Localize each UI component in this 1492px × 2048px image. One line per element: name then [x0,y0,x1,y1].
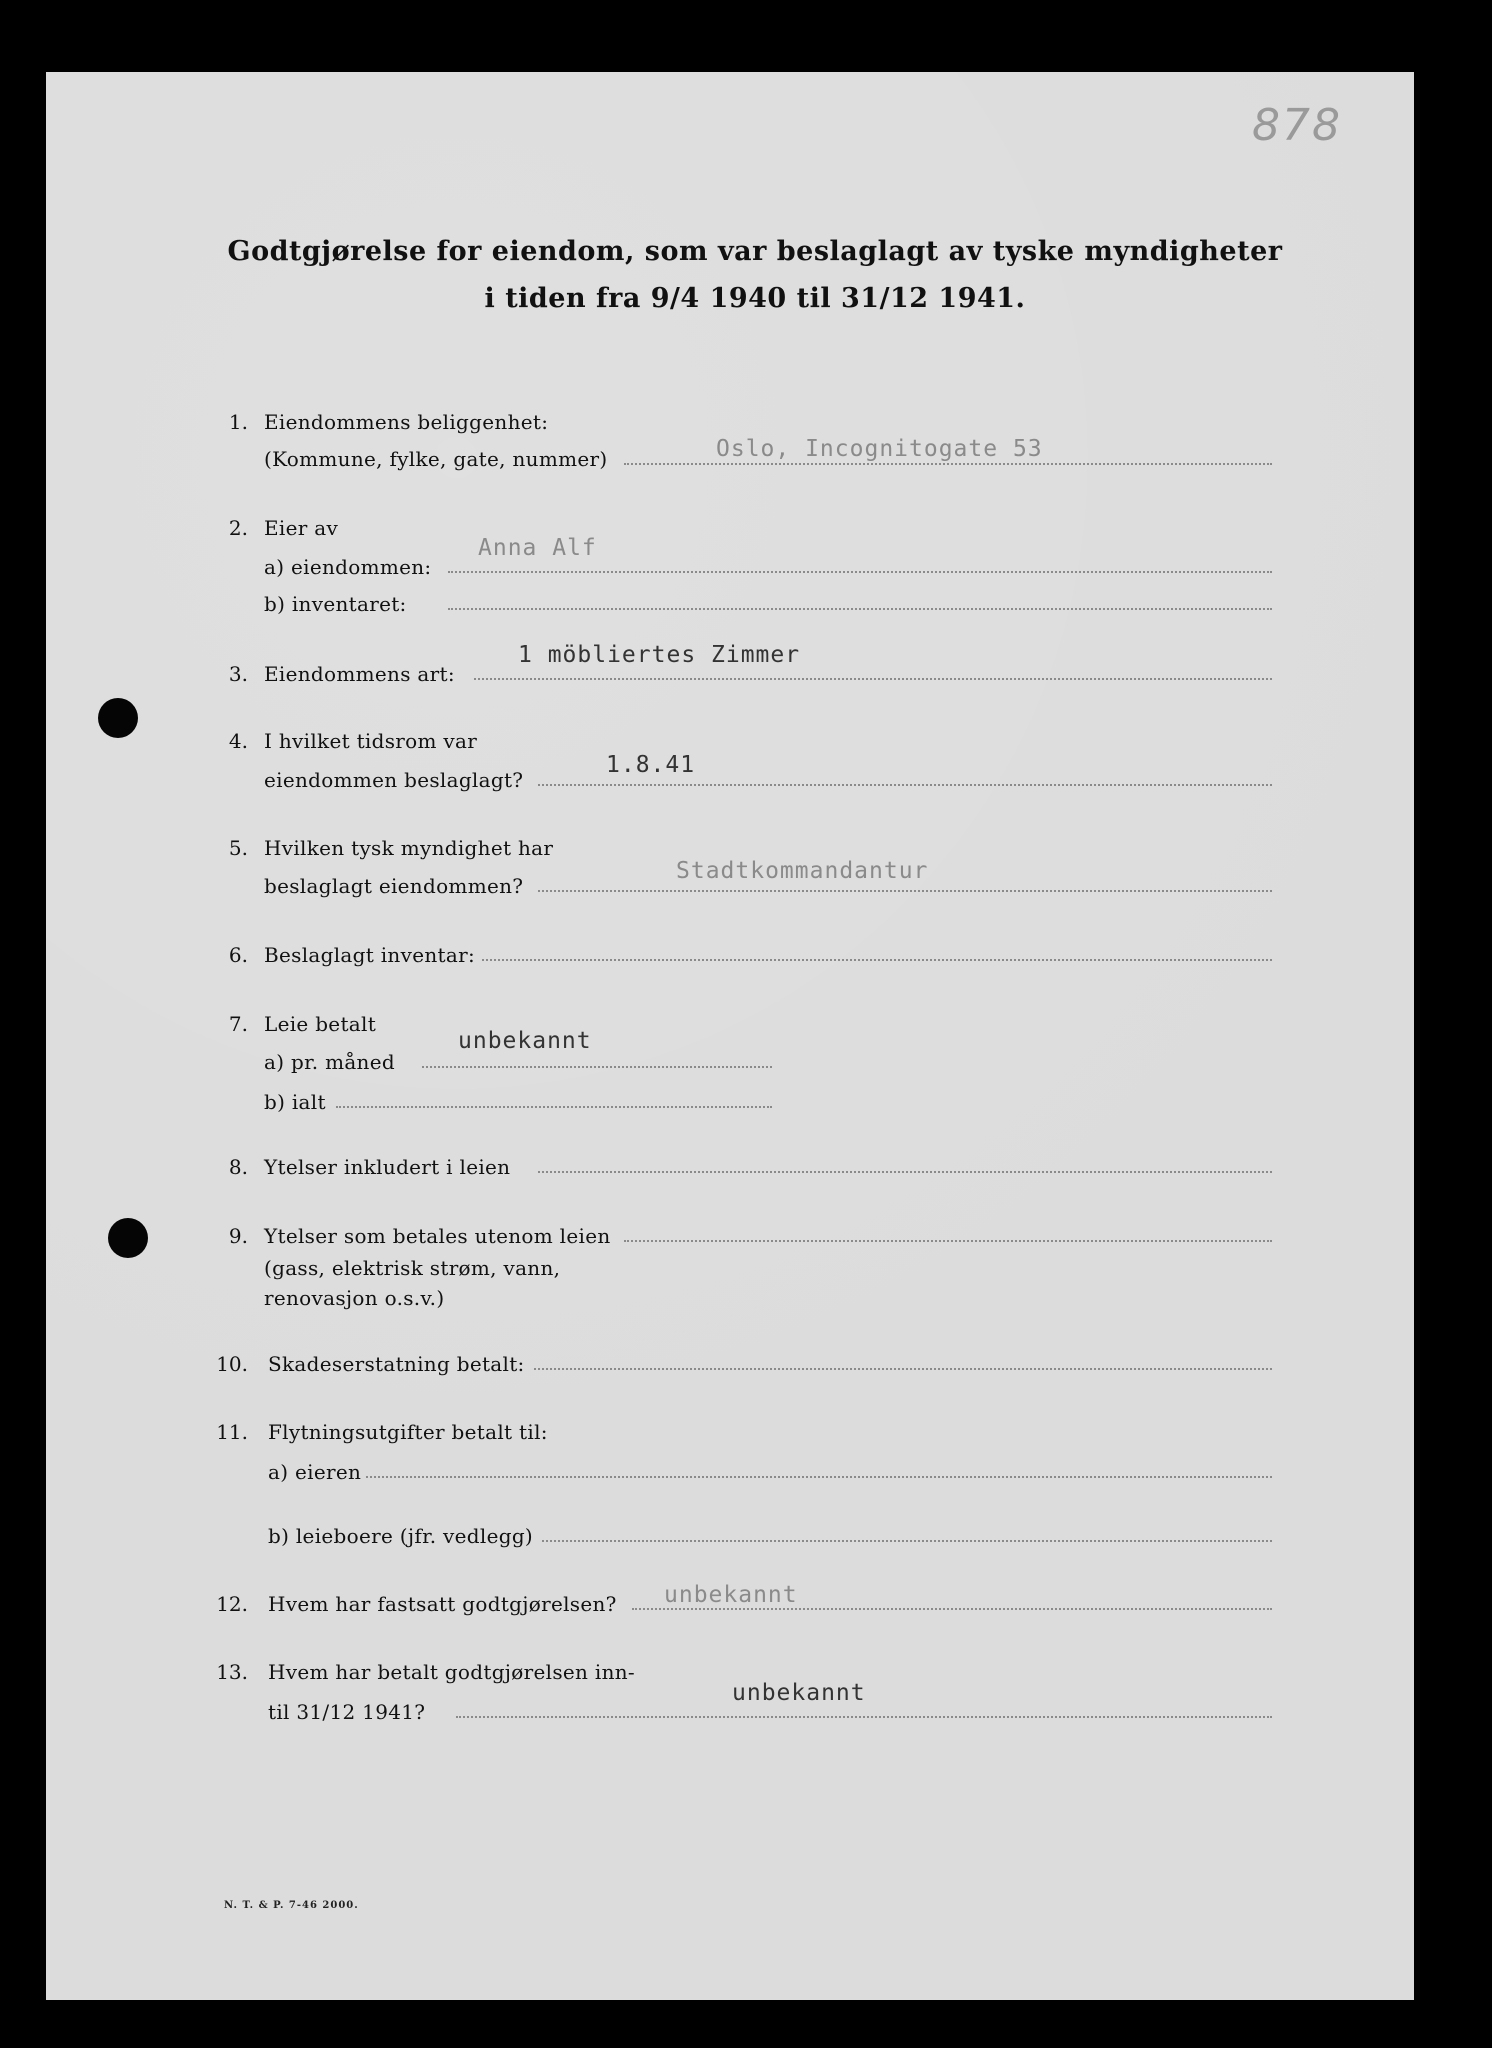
item-number: 7. [228,1012,248,1036]
answer-line [448,571,1272,573]
answer-line [474,678,1272,680]
item-12-answer: unbekannt [664,1582,798,1608]
item-7b-label: b) ialt [264,1090,326,1114]
item-11a-label: a) eieren [268,1460,362,1484]
item-number: 13. [216,1660,248,1684]
item-9-label: Ytelser som betales utenom leien [264,1224,611,1248]
item-4-label: I hvilket tidsrom var [264,729,478,753]
item-13-label: Hvem har betalt godtgjørelsen inn- [268,1660,635,1684]
item-1-label: Eiendommens beliggenhet: [264,410,549,434]
item-number: 2. [228,516,248,540]
item-number: 5. [228,836,248,860]
item-2a-label: a) eiendommen: [264,555,432,579]
answer-line [456,1716,1272,1718]
item-number: 10. [216,1352,248,1376]
item-7a-label: a) pr. måned [264,1050,395,1074]
item-7a-answer: unbekannt [458,1028,592,1054]
punch-hole-icon [108,1218,148,1258]
item-11b-label: b) leieboere (jfr. vedlegg) [268,1524,534,1548]
item-3-answer: 1 möbliertes Zimmer [518,642,801,668]
item-4-sublabel: eiendommen beslaglagt? [264,768,524,792]
item-9-sublabel: renovasjon o.s.v.) [264,1286,445,1310]
item-4-answer: 1.8.41 [606,752,696,778]
item-number: 6. [228,943,248,967]
item-number: 9. [228,1224,248,1248]
item-2-label: Eier av [264,516,339,540]
item-13-answer: unbekannt [732,1680,866,1706]
form-title-line-1: Godtgjørelse for eiendom, som var beslaglagt av tyske myndigheter [227,236,1283,267]
answer-line [542,1540,1272,1542]
item-13-sublabel: til 31/12 1941? [268,1700,426,1724]
answer-line [422,1066,772,1068]
answer-line [624,1240,1272,1242]
item-7-label: Leie betalt [264,1012,377,1036]
item-1-answer: Oslo, Incognitogate 53 [716,436,1043,462]
answer-line [482,959,1272,961]
answer-line [632,1608,1272,1610]
item-5-sublabel: beslaglagt eiendommen? [264,874,524,898]
item-9-sublabel: (gass, elektrisk strøm, vann, [264,1256,561,1280]
item-number: 11. [216,1420,248,1444]
item-number: 3. [228,662,248,686]
answer-line [538,784,1272,786]
item-5-label: Hvilken tysk myndighet har [264,836,554,860]
answer-line [538,1171,1272,1173]
item-12-label: Hvem har fastsatt godtgjørelsen? [268,1592,617,1616]
printer-imprint: N. T. & P. 7-46 2000. [224,1900,359,1911]
answer-line [538,890,1272,892]
answer-line [534,1368,1272,1370]
form-sheet [46,72,1414,2000]
item-5-answer: Stadtkommandantur [676,858,929,884]
item-1-sublabel: (Kommune, fylke, gate, nummer) [264,447,608,471]
item-number: 4. [228,729,248,753]
answer-line [448,608,1272,610]
item-10-label: Skadeserstatning betalt: [268,1352,525,1376]
item-3-label: Eiendommens art: [264,662,455,686]
punch-hole-icon [98,698,138,738]
handwritten-page-number: 878 [1252,100,1342,151]
answer-line [336,1106,772,1108]
item-2a-answer: Anna Alf [478,535,597,561]
item-number: 8. [228,1155,248,1179]
item-number: 12. [216,1592,248,1616]
item-8-label: Ytelser inkludert i leien [264,1155,511,1179]
item-11-label: Flytningsutgifter betalt til: [268,1420,548,1444]
item-2b-label: b) inventaret: [264,592,407,616]
answer-line [624,463,1272,465]
form-title-line-2: i tiden fra 9/4 1940 til 31/12 1941. [484,283,1026,314]
item-number: 1. [228,410,248,434]
item-6-label: Beslaglagt inventar: [264,943,475,967]
answer-line [366,1476,1272,1478]
